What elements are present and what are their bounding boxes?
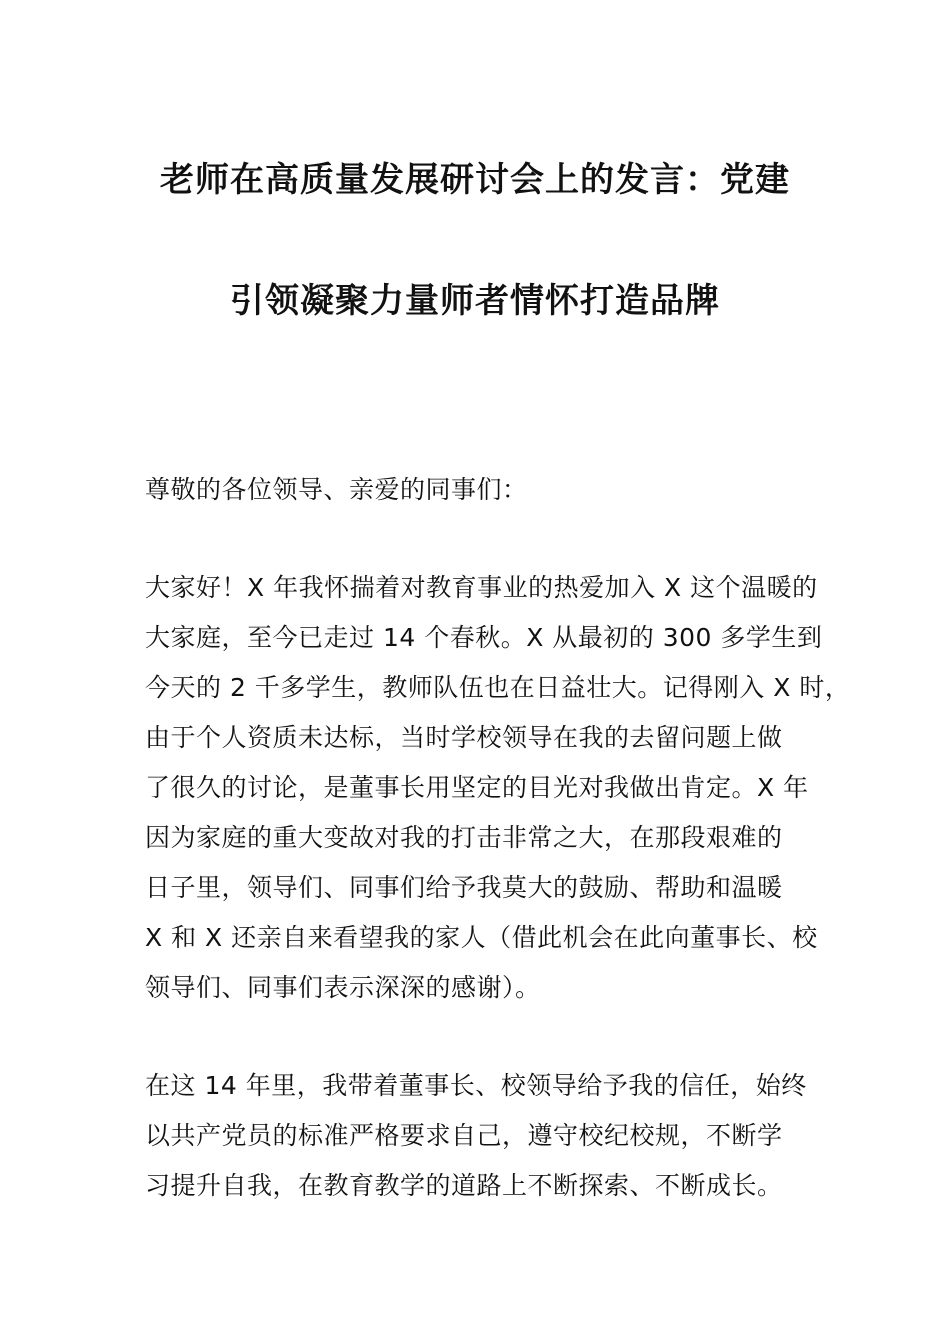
paragraph-1-line-7: 日子里，领导们、同事们给予我莫大的鼓励、帮助和温暖: [145, 873, 783, 902]
paragraph-2-line-1: 在这 14 年里，我带着董事长、校领导给予我的信任，始终: [145, 1071, 807, 1100]
paragraph-2-line-2: 以共产党员的标准严格要求自己，遵守校纪校规，不断学: [145, 1121, 783, 1150]
paragraph-1-line-9: 领导们、同事们表示深深的感谢）。: [145, 973, 541, 1002]
paragraph-1-line-4: 由于个人资质未达标，当时学校领导在我的去留问题上做: [145, 723, 783, 752]
paragraph-1-line-5: 了很久的讨论，是董事长用坚定的目光对我做出肯定。X 年: [145, 773, 809, 802]
paragraph-1-line-1: 大家好！X 年我怀揣着对教育事业的热爱加入 X 这个温暖的: [145, 573, 818, 602]
paragraph-1-line-2: 大家庭，至今已走过 14 个春秋。X 从最初的 300 多学生到: [145, 623, 823, 652]
paragraph-1-line-3: 今天的 2 千多学生，教师队伍也在日益壮大。记得刚入 X 时，: [145, 673, 851, 702]
paragraph-1-line-8: X 和 X 还亲自来看望我的家人（借此机会在此向董事长、校: [145, 923, 818, 952]
paragraph-1-line-6: 因为家庭的重大变故对我的打击非常之大，在那段艰难的: [145, 823, 783, 852]
document-title-line-1: 老师在高质量发展研讨会上的发言：党建: [160, 160, 790, 200]
greeting: 尊敬的各位领导、亲爱的同事们：: [145, 475, 528, 504]
paragraph-2-line-3: 习提升自我，在教育教学的道路上不断探索、不断成长。: [145, 1171, 783, 1200]
document-title-line-2: 引领凝聚力量师者情怀打造品牌: [230, 281, 720, 321]
